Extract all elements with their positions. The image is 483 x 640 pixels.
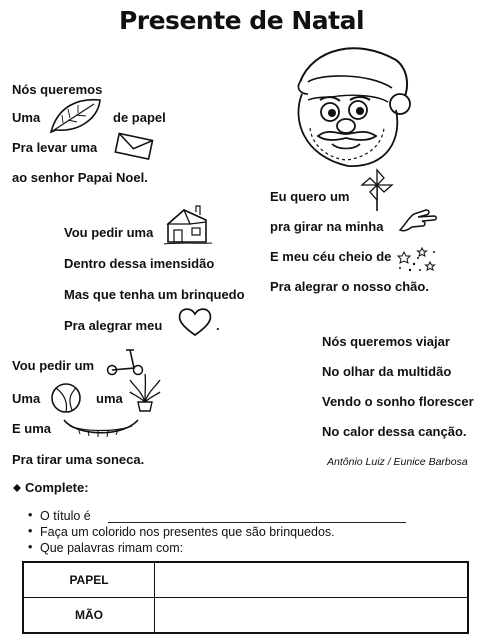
poem-line: No calor dessa canção. [322, 424, 467, 439]
poem-line: E meu céu cheio de [270, 249, 392, 264]
poem-line: Nós queremos [12, 82, 103, 97]
hammock-icon [62, 416, 140, 440]
bullet-dot: • [28, 508, 33, 522]
poem-line: Mas que tenha um brinquedo [64, 287, 245, 302]
envelope-icon [112, 131, 158, 161]
poem-line: pra girar na minha [270, 219, 384, 234]
house-icon [162, 204, 214, 246]
author-credit: Antônio Luiz / Eunice Barbosa [327, 456, 468, 468]
poem-line: Uma [12, 391, 41, 406]
stars-icon [396, 244, 438, 274]
table-row [23, 598, 468, 634]
question-color: Faça um colorido nos presentes que são brinquedos. [40, 525, 335, 539]
poem-line: Vou pedir um [12, 358, 95, 373]
poem-line: No olhar da multidão [322, 364, 452, 379]
poem-line: Pra alegrar meu [64, 318, 163, 333]
pinwheel-icon [360, 168, 394, 212]
poem-line: E uma [12, 421, 52, 436]
poem-line: ao senhor Papai Noel. [12, 170, 148, 185]
poem-line: Pra tirar uma soneca. [12, 452, 145, 467]
title-answer-line[interactable] [108, 521, 406, 523]
poem-line: Nós queremos viajar [322, 334, 450, 349]
poem-line: Pra alegrar o nosso chão. [270, 279, 429, 294]
poem-line: Vendo o sonho florescer [322, 394, 474, 409]
rhyme-word: MÃO [23, 598, 155, 634]
bullet-dot: • [28, 540, 33, 554]
rhyme-answer-cell[interactable] [155, 562, 469, 598]
page-title: Presente de Natal [118, 6, 365, 35]
bullet-dot: • [28, 524, 33, 538]
question-title: O título é [40, 509, 91, 523]
poem-line: . [216, 318, 220, 333]
poem-line: uma [96, 391, 123, 406]
question-rhymes: Que palavras rimam com: [40, 541, 184, 555]
poem-line: Pra levar uma [12, 140, 98, 155]
leaf-icon [48, 96, 103, 136]
rhyme-word: PAPEL [23, 562, 155, 598]
poem-line: Eu quero um [270, 189, 350, 204]
poem-line: de papel [113, 110, 166, 125]
poem-line: Vou pedir uma [64, 225, 154, 240]
poem-line: Uma [12, 110, 41, 125]
poem-line: Dentro dessa imensidão [64, 256, 215, 271]
rhyme-answer-cell[interactable] [155, 598, 469, 634]
exercise-heading: Complete: [25, 480, 89, 495]
ball-icon [48, 380, 84, 416]
diamond-bullet-icon [13, 484, 21, 492]
rhyme-table [22, 561, 469, 634]
heart-icon [176, 306, 214, 338]
hand-icon [396, 204, 438, 234]
santa-face-icon [288, 38, 424, 174]
plant-icon [128, 372, 162, 412]
table-row [23, 562, 468, 598]
